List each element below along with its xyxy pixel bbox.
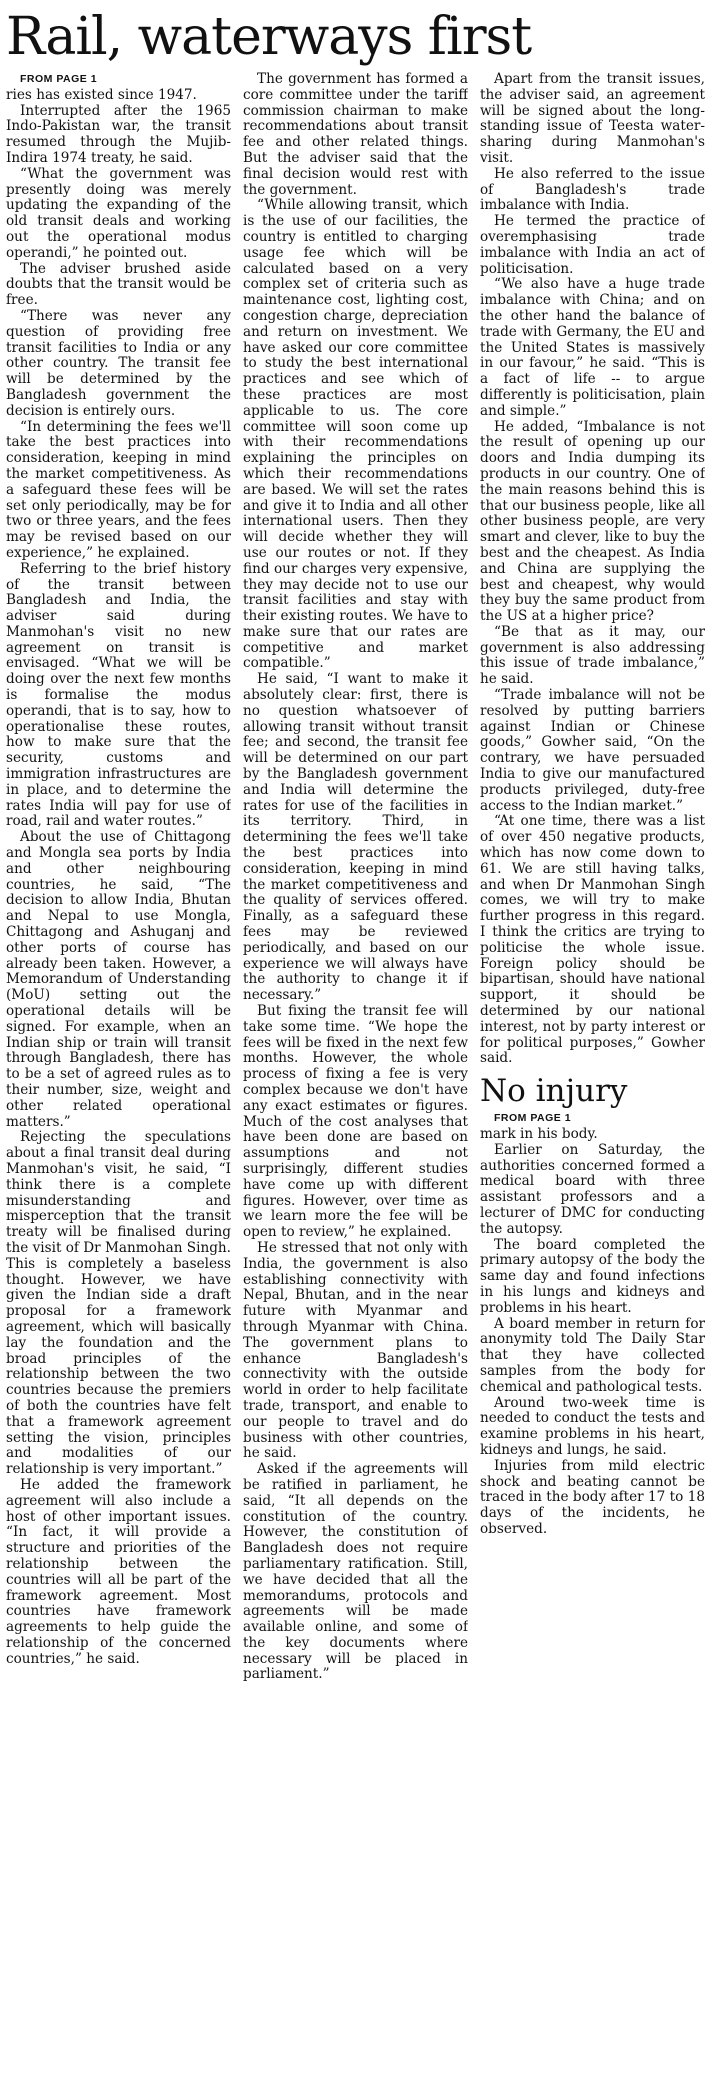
- paragraph: “In determining the fees we'll take the best practices into consideration, keeping in mind the market competitiveness. As a safeguard these fees will be set only periodically, may be for two or three years, and the fees may be revised based on our experience,” he explained.: [6, 418, 231, 561]
- paragraph: “At one time, there was a list of over 450 negative products, which has now come down to 61. We are still having talks, and when Dr Manmohan Singh comes, we will try to make further progress in this regard. I think the critics are trying to politicise the whole issue. Foreign policy should be bipartisan, should have national support, it should be determined by our national interest, not by party interest or for political purposes,” Gowher said.: [480, 813, 705, 1067]
- paragraph: But fixing the transit fee will take some time. “We hope the fees will be fixed in the next few months. However, the whole process of fixing a fee is very complex because we don't have any exact estimates or figures. Much of the cost analyses that have been done are based on assumptions and not surprisingly, different studies have come up with different figures. However, over time as we learn more the fee will be open to review,” he explained.: [243, 1003, 468, 1241]
- paragraph: Rejecting the speculations about a final transit deal during Manmohan's visit, he said, “I think there is a complete misunderstanding and misperception that the transit treaty will be finalised during the visit of Dr Manmohan Singh. This is completely a baseless thought. However, we have given the Indian side a draft proposal for a framework agreement, which will basically lay the foundation and the broad principles of the relationship between the two countries because the premiers of both the countries have felt that a framework agreement setting the vision, principles and modalities of our relationship is very important.”: [6, 1129, 231, 1478]
- paragraph: “What the government was presently doing was merely updating the expanding of the old transit deals and working out the operational modus operandi,” he pointed out.: [6, 165, 231, 261]
- paragraph: “We also have a huge trade imbalance with China; and on the other hand the balance of trade with Germany, the EU and the United States is massively in our favour,” he said. “This is a fact of life -- to argue differently is politicisation, plain and simple.”: [480, 276, 705, 419]
- paragraph: “There was never any question of providing free transit facilities to India or any other country. The transit fee will be determined by the Bangladesh government the decision is entirely ours.: [6, 307, 231, 419]
- article-columns: [6, 72, 705, 2092]
- paragraph: He stressed that not only with India, the government is also establishing connectivity with Nepal, Bhutan, and in the near future with Myanmar and through Myanmar with China. The government plans to enhance Bangladesh's connectivity with the outside world in order to help facilitate trade, transport, and enable to our people to travel and do business with other countries, he said.: [243, 1239, 468, 1462]
- paragraph: About the use of Chittagong and Mongla sea ports by India and other neighbouring countries, he said, “The decision to allow India, Bhutan and Nepal to use Mongla, Chittagong and Ashuganj and other ports of course has already been taken. However, a Memorandum of Understanding (MoU) setting out the operational details will be signed. For example, when an Indian ship or train will transit through Bangladesh, there has to be a set of agreed rules as to their number, size, weight and other related operational matters.”: [6, 829, 231, 1130]
- paragraph: mark in his body.: [480, 1126, 598, 1142]
- paragraph: A board member in return for anonymity told The Daily Star that they have collected samples from the body for chemical and pathological tests.: [480, 1315, 705, 1395]
- paragraph: He added, “Imbalance is not the result of opening up our doors and India dumping its products in our country. One of the main reasons behind this is that our business people, like all other business people, are very smart and clever, like to buy the best and the cheapest. As India and China are supplying the best and cheapest, why would they buy the same product from the US at a higher price?: [480, 418, 705, 625]
- column-2: [243, 72, 468, 2092]
- main-headline: Rail, waterways first: [6, 7, 532, 67]
- paragraph: The government has formed a core committee under the tariff commission chairman to make recommendations about transit fee and other related things. But the adviser said that the final decision would rest with the government.: [243, 72, 468, 198]
- paragraph: “Be that as it may, our government is also addressing this issue of trade imbalance,” he said.: [480, 623, 705, 688]
- paragraph: He termed the practice of overemphasising trade imbalance with India an act of politicisation.: [480, 213, 705, 277]
- paragraph: Referring to the brief history of the transit between Bangladesh and India, the adviser said during Manmohan's visit no new agreement on transit is envisaged. “What we will be doing over the next few months is formalise the modus operandi, that is to say, how to operationalise these routes, how to make sure that the security, customs and immigration infrastructures are in place, and to determine the rates India will pay for use of road, rail and water routes.”: [6, 560, 231, 830]
- main-kicker: FROM PAGE 1: [20, 73, 98, 85]
- second-kicker: FROM PAGE 1: [494, 1112, 572, 1125]
- paragraph: Apart from the transit issues, the adviser said, an agreement will be signed about the long-standing issue of Teesta water-sharing during Manmohan's visit.: [480, 72, 705, 166]
- paragraph: Asked if the agreements will be ratified in parliament, he said, “It all depends on the constitution of the country. However, the constitution of Bangladesh does not require parliamentary ratification. Still, we have decided that all the memorandums, protocols and agreements will be made available online, and some of the key documents where necessary will be placed in parliament.”: [243, 1461, 468, 1683]
- column-1: [6, 72, 231, 2092]
- paragraph: The adviser brushed aside doubts that the transit would be free.: [6, 260, 231, 309]
- paragraph: He also referred to the issue of Bangladesh's trade imbalance with India.: [480, 165, 705, 214]
- paragraph: Injuries from mild electric shock and beating cannot be traced in the body after 17 to 18 days of the incidents, he observed.: [480, 1457, 705, 1537]
- column-3: [480, 72, 705, 2092]
- paragraph: He added the framework agreement will also include a host of other important issues. “In fact, it will provide a structure and priorities of the relationship between the countries will all be part of the framework agreement. Most countries have framework agreements to help guide the relationship of the concerned countries,” he said.: [6, 1476, 231, 1667]
- paragraph: The board completed the primary autopsy of the body the same day and found infections in his lungs and kidneys and problems in his heart.: [480, 1236, 705, 1316]
- second-headline: No injury: [480, 1073, 628, 1110]
- paragraph: “Trade imbalance will not be resolved by putting barriers against Indian or Chinese goods,” Gowher said, “On the contrary, we have persuaded India to give our manufactured products privileged, duty-free access to the Indian market.”: [480, 687, 705, 814]
- paragraph: Around two-week time is needed to conduct the tests and examine problems in his heart, kidneys and lungs, he said.: [480, 1394, 705, 1458]
- paragraph: Interrupted after the 1965 Indo-Pakistan war, the transit resumed through the Mujib-Indira 1974 treaty, he said.: [6, 102, 231, 166]
- paragraph: “While allowing transit, which is the use of our facilities, the country is entitled to charging usage fee which will be calculated based on a very complex set of criteria such as maintenance cost, lighting cost, congestion charge, depreciation and return on investment. We have asked our core committee to study the best international practices and see which of these practices are most applicable to us. The core committee will soon come up with their recommendations explaining the principles on which their recommendations are based. We will set the rates and give it to India and all other international users. Then they will decide whether they will use our routes or not. If they find our charges very expensive, they may decide not to use our transit facilities and stay with their existing routes. We have to make sure that our rates are competitive and market compatible.”: [243, 197, 468, 672]
- paragraph: ries has existed since 1947.: [6, 86, 197, 103]
- paragraph: He said, “I want to make it absolutely clear: first, there is no question whatsoever of allowing transit without transit fee; and second, the transit fee will be determined on our part by the Bangladesh government and India will determine the rates for use of the facilities in its territory. Third, in determining the fees we'll take the best practices into consideration, keeping in mind the market competitiveness and the quality of services offered. Finally, as a safeguard these fees may be reviewed periodically, and based on our experience we will always have the authority to change it if necessary.”: [243, 671, 468, 1004]
- paragraph: Earlier on Saturday, the authorities concerned formed a medical board with three assistant professors and a lecturer of DMC for conducting the autopsy.: [480, 1141, 705, 1237]
